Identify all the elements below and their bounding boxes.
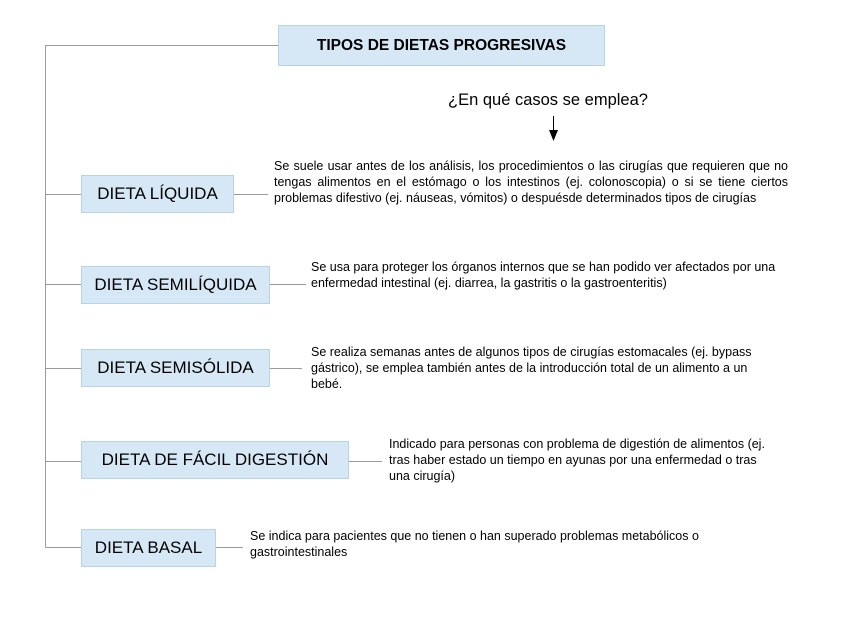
diet-description-basal: Se indica para pacientes que no tienen o han superado problemas metabólicos o gastrointestinales [250,529,699,559]
question-label: ¿En qué casos se emplea? [448,91,648,109]
diet-description-semisolida: Se realiza semanas antes de algunos tipos de cirugías estomacales (ej. bypass gástrico), se emplea también antes de la introducción total de un alimento a un bebé. [311,345,752,391]
diet-box-semisolida: DIETA SEMISÓLIDA [81,349,270,387]
diet-description-facil-digestion: Indicado para personas con problema de digestión de alimentos (ej. tras haber estado un tiempo en ayunas por una enfermedad o tras una cirugía) [389,437,765,483]
diet-box-facil-digestion: DIETA DE FÁCIL DIGESTIÓN [81,441,349,479]
diet-description-semiliquida: Se usa para proteger los órganos internos que se han podido ver afectados por una enfermedad intestinal (ej. diarrea, la gastritis o la gastroenteritis) [311,260,776,290]
diet-description-liquida: Se suele usar antes de los análisis, los procedimientos o las cirugías que requieren que no tengas alimentos en el estómago o los intestinos (ej. colonoscopia) o si se tiene ciertos problemas difestivo (ej. náuseas, vómitos) o despuésde determinados tipos de cirugías [274,159,788,205]
diagram-title: TIPOS DE DIETAS PROGRESIVAS [278,25,605,66]
diet-box-semiliquida: DIETA SEMILÍQUIDA [81,266,270,304]
diet-box-liquida: DIETA LÍQUIDA [81,175,234,213]
diet-box-basal: DIETA BASAL [81,529,216,567]
down-arrow [549,116,558,141]
